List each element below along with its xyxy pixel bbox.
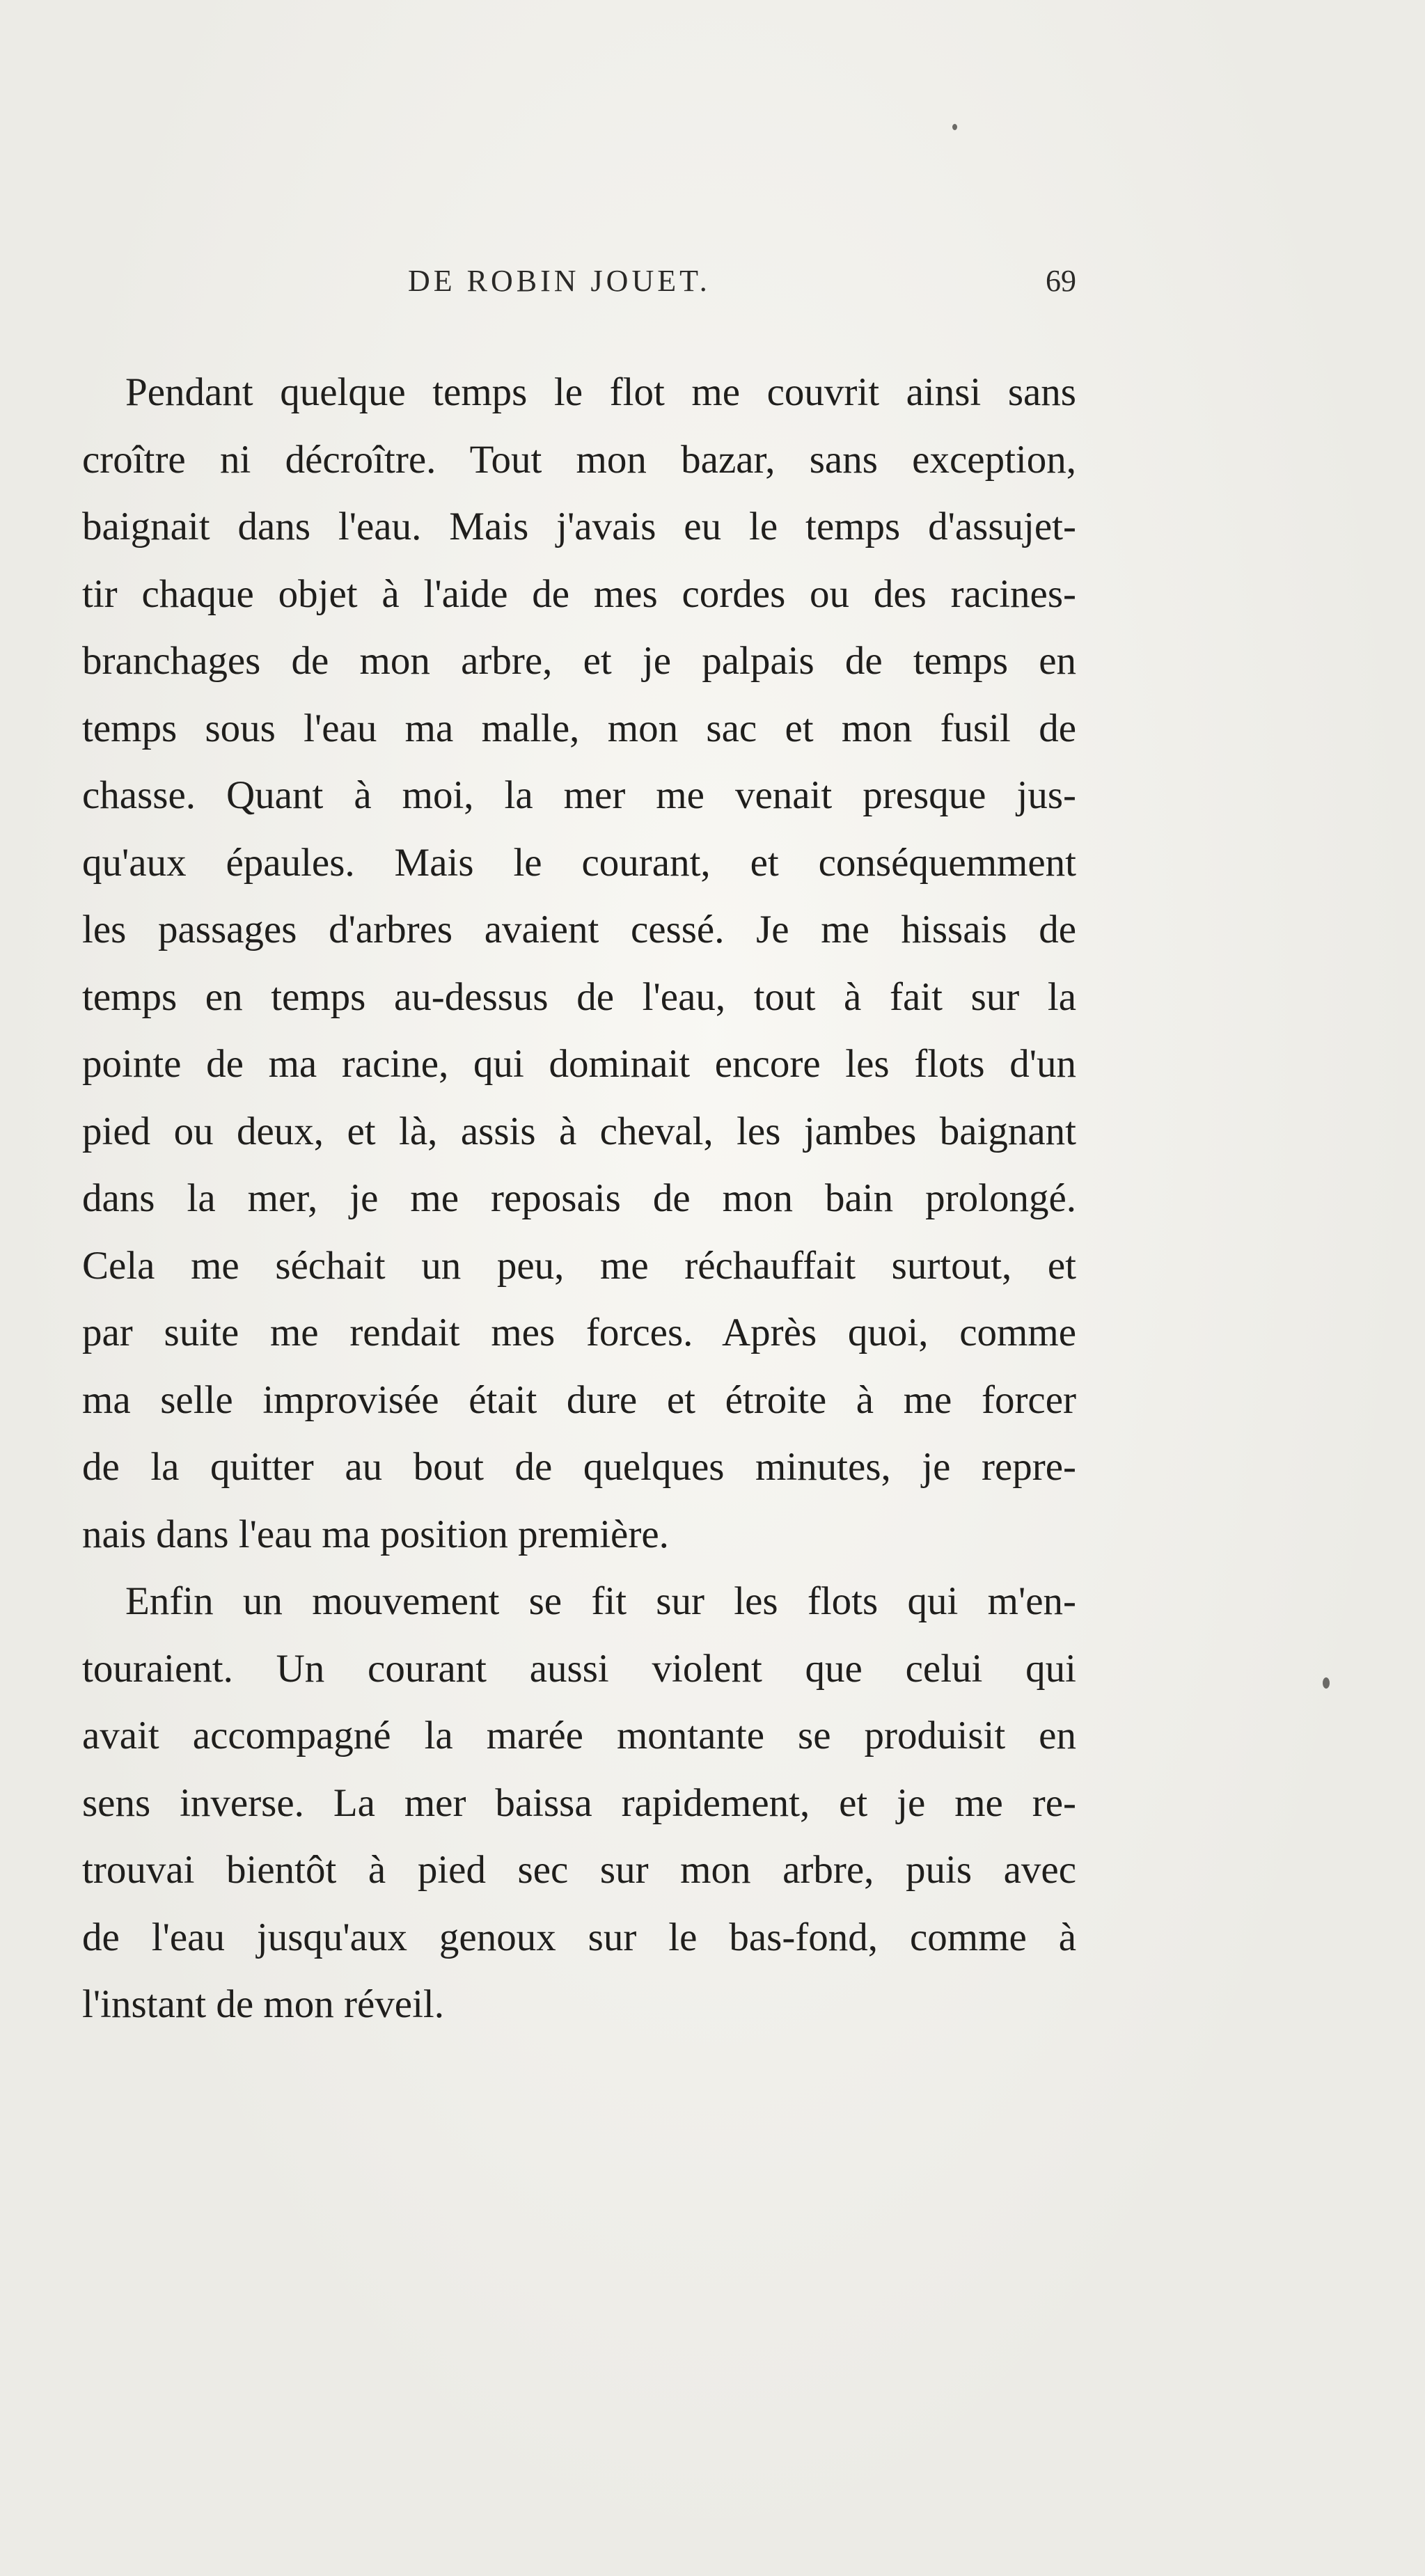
text-line: pied ou deux, et là, assis à cheval, les jambes baignant [82, 1109, 1076, 1153]
text-line: Cela me séchait un peu, me réchauffait surtout, et [82, 1243, 1076, 1288]
running-head: DE ROBIN JOUET. [408, 264, 711, 298]
text-line: de la quitter au bout de quelques minutes, je repre- [82, 1445, 1076, 1489]
page-number: 69 [1046, 264, 1076, 298]
body-text [82, 359, 1076, 2039]
text-line: sens inverse. La mer baissa rapidement, et je me re- [82, 1780, 1076, 1825]
text-line: chasse. Quant à moi, la mer me venait presque jus- [82, 773, 1076, 817]
page-header [81, 263, 1076, 305]
text-line: croître ni décroître. Tout mon bazar, sans exception, [82, 437, 1076, 482]
text-line: branchages de mon arbre, et je palpais de temps en [82, 639, 1076, 683]
text-line: Pendant quelque temps le flot me couvrit ainsi sans [125, 370, 1076, 414]
text-line: de l'eau jusqu'aux genoux sur le bas-fond, comme à [82, 1915, 1076, 1959]
text-line: avait accompagné la marée montante se produisit en [82, 1714, 1076, 1757]
text-line: temps sous l'eau ma malle, mon sac et mon fusil de [82, 706, 1076, 750]
text-line: pointe de ma racine, qui dominait encore les flots d'un [82, 1042, 1076, 1086]
text-line: ma selle improvisée était dure et étroite à me forcer [82, 1377, 1076, 1422]
text-line: baignait dans l'eau. Mais j'avais eu le temps d'assujet- [82, 505, 1076, 548]
paper-speck [952, 124, 957, 130]
text-line: qu'aux épaules. Mais le courant, et conséquemment [82, 840, 1076, 885]
paper-speck [1323, 1677, 1330, 1689]
text-line: par suite me rendait mes forces. Après quoi, comme [82, 1311, 1076, 1354]
text-line: temps en temps au-dessus de l'eau, tout à fait sur la [82, 974, 1076, 1019]
text-line: trouvai bientôt à pied sec sur mon arbre, puis avec [82, 1848, 1076, 1892]
text-line: les passages d'arbres avaient cessé. Je me hissais de [82, 908, 1076, 951]
text-line: l'instant de mon réveil. [82, 1982, 444, 2026]
text-line: Enfin un mouvement se fit sur les flots qui m'en- [125, 1579, 1076, 1623]
text-line: dans la mer, je me reposais de mon bain prolongé. [82, 1176, 1076, 1220]
text-line: tir chaque objet à l'aide de mes cordes ou des racines- [82, 571, 1076, 616]
text-line: touraient. Un courant aussi violent que celui qui [82, 1646, 1076, 1691]
text-line: nais dans l'eau ma position première. [82, 1512, 669, 1556]
